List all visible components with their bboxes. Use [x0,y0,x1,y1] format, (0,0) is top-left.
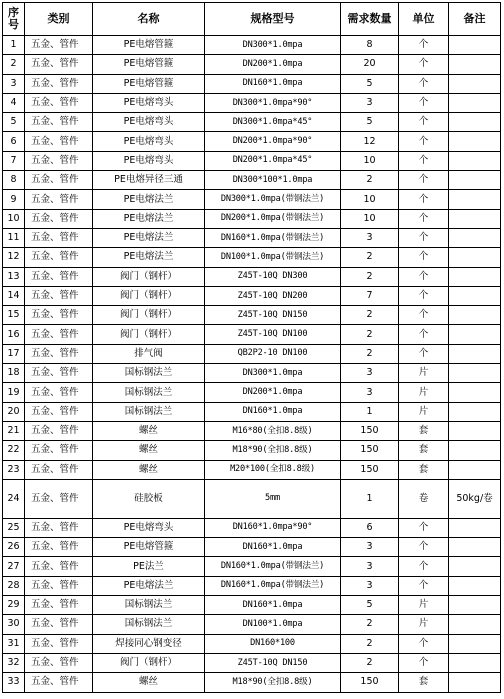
cell-seq: 31 [3,634,25,653]
cell-remark [449,557,501,576]
cell-remark [449,364,501,383]
cell-category: 五金、管件 [25,209,93,228]
cell-seq: 27 [3,557,25,576]
cell-unit: 个 [399,36,449,55]
cell-seq: 17 [3,344,25,363]
cell-qty: 3 [341,538,399,557]
cell-spec: DN300*1.0mpa [205,36,341,55]
cell-qty: 150 [341,421,399,440]
cell-name: PE电熔法兰 [93,248,205,267]
cell-seq: 5 [3,113,25,132]
cell-seq: 21 [3,421,25,440]
cell-seq: 16 [3,325,25,344]
cell-qty: 2 [341,653,399,672]
header-remark: 备注 [449,3,501,36]
table-row [3,36,501,55]
cell-spec: Z45T-10Q DN150 [205,306,341,325]
materials-table [2,2,501,693]
cell-seq: 25 [3,518,25,537]
cell-name: 螺丝 [93,441,205,460]
cell-category: 五金、管件 [25,55,93,74]
cell-qty: 3 [341,383,399,402]
cell-qty: 10 [341,190,399,209]
table-row [3,74,501,93]
cell-qty: 2 [341,248,399,267]
cell-name: PE电熔法兰 [93,209,205,228]
cell-seq: 1 [3,36,25,55]
cell-spec: DN200*1.0mpa(带钢法兰) [205,209,341,228]
cell-category: 五金、管件 [25,615,93,634]
cell-category: 五金、管件 [25,190,93,209]
cell-remark [449,151,501,170]
cell-unit: 套 [399,460,449,479]
cell-remark [449,441,501,460]
cell-name: PE电熔法兰 [93,190,205,209]
cell-name: PE电熔管箍 [93,74,205,93]
cell-spec: DN300*1.0mpa [205,364,341,383]
cell-qty: 2 [341,634,399,653]
cell-remark [449,673,501,692]
cell-unit: 个 [399,267,449,286]
cell-qty: 1 [341,479,399,518]
table-row [3,576,501,595]
cell-seq: 15 [3,306,25,325]
cell-spec: QB2P2-10 DN100 [205,344,341,363]
cell-remark [449,402,501,421]
cell-qty: 2 [341,325,399,344]
table-row [3,441,501,460]
cell-name: 阀门（钢杆） [93,286,205,305]
cell-category: 五金、管件 [25,673,93,692]
cell-unit: 套 [399,673,449,692]
table-row [3,209,501,228]
cell-spec: DN160*1.0mpa(带钢法兰) [205,576,341,595]
cell-qty: 10 [341,151,399,170]
cell-qty: 2 [341,171,399,190]
cell-unit: 个 [399,171,449,190]
cell-remark [449,93,501,112]
cell-unit: 个 [399,93,449,112]
cell-name: 国标钢法兰 [93,383,205,402]
cell-remark [449,421,501,440]
cell-seq: 9 [3,190,25,209]
cell-name: 阀门（钢杆） [93,325,205,344]
cell-remark [449,171,501,190]
cell-remark [449,325,501,344]
cell-qty: 150 [341,460,399,479]
cell-spec: DN160*100 [205,634,341,653]
table-row [3,673,501,692]
cell-seq: 4 [3,93,25,112]
cell-category: 五金、管件 [25,74,93,93]
cell-qty: 2 [341,306,399,325]
cell-spec: Z45T-10Q DN300 [205,267,341,286]
cell-spec: DN160*1.0mpa [205,74,341,93]
cell-qty: 3 [341,557,399,576]
cell-spec: DN160*1.0mpa(带钢法兰) [205,557,341,576]
cell-category: 五金、管件 [25,171,93,190]
cell-category: 五金、管件 [25,518,93,537]
cell-unit: 个 [399,74,449,93]
cell-spec: M18*90(全扣8.8级) [205,441,341,460]
table-row [3,151,501,170]
cell-category: 五金、管件 [25,479,93,518]
cell-seq: 8 [3,171,25,190]
cell-unit: 套 [399,421,449,440]
cell-name: PE电熔异径三通 [93,171,205,190]
header-unit: 单位 [399,3,449,36]
cell-spec: DN160*1.0mpa [205,596,341,615]
cell-name: 国标钢法兰 [93,615,205,634]
table-row [3,615,501,634]
cell-seq: 12 [3,248,25,267]
cell-seq: 2 [3,55,25,74]
cell-remark [449,228,501,247]
header-qty: 需求数量 [341,3,399,36]
cell-spec: M16*80(全扣8.8级) [205,421,341,440]
cell-seq: 11 [3,228,25,247]
cell-category: 五金、管件 [25,576,93,595]
table-row [3,286,501,305]
cell-seq: 30 [3,615,25,634]
header-spec: 规格型号 [205,3,341,36]
cell-seq: 24 [3,479,25,518]
cell-unit: 片 [399,615,449,634]
cell-spec: DN200*1.0mpa [205,383,341,402]
table-row [3,55,501,74]
table-row [3,344,501,363]
cell-remark [449,460,501,479]
cell-unit: 个 [399,518,449,537]
header-category: 类别 [25,3,93,36]
table-row [3,634,501,653]
cell-category: 五金、管件 [25,344,93,363]
table-row [3,364,501,383]
cell-name: 硅胶板 [93,479,205,518]
cell-name: PE电熔弯头 [93,132,205,151]
cell-category: 五金、管件 [25,596,93,615]
cell-name: PE电熔法兰 [93,228,205,247]
cell-name: PE电熔弯头 [93,518,205,537]
cell-category: 五金、管件 [25,557,93,576]
cell-unit: 个 [399,113,449,132]
cell-qty: 2 [341,267,399,286]
cell-name: 螺丝 [93,421,205,440]
table-row [3,518,501,537]
cell-unit: 个 [399,286,449,305]
cell-spec: 5mm [205,479,341,518]
cell-unit: 个 [399,344,449,363]
cell-spec: DN200*1.0mpa*90° [205,132,341,151]
cell-unit: 个 [399,653,449,672]
cell-unit: 片 [399,596,449,615]
cell-name: 阀门（钢杆） [93,267,205,286]
cell-name: PE电熔管箍 [93,538,205,557]
cell-category: 五金、管件 [25,402,93,421]
cell-seq: 22 [3,441,25,460]
cell-qty: 6 [341,518,399,537]
cell-unit: 个 [399,228,449,247]
cell-category: 五金、管件 [25,634,93,653]
cell-category: 五金、管件 [25,306,93,325]
cell-category: 五金、管件 [25,93,93,112]
cell-unit: 个 [399,634,449,653]
cell-qty: 10 [341,209,399,228]
cell-spec: DN300*100*1.0mpa [205,171,341,190]
cell-unit: 个 [399,557,449,576]
cell-spec: Z45T-10Q DN150 [205,653,341,672]
cell-seq: 3 [3,74,25,93]
cell-remark [449,538,501,557]
cell-category: 五金、管件 [25,228,93,247]
cell-remark [449,596,501,615]
cell-name: PE电熔管箍 [93,55,205,74]
cell-remark [449,209,501,228]
cell-unit: 套 [399,441,449,460]
cell-name: 螺丝 [93,460,205,479]
cell-name: 国标钢法兰 [93,364,205,383]
cell-seq: 23 [3,460,25,479]
cell-seq: 19 [3,383,25,402]
cell-remark [449,653,501,672]
cell-spec: DN160*1.0mpa*90° [205,518,341,537]
cell-category: 五金、管件 [25,383,93,402]
cell-qty: 5 [341,113,399,132]
table-row [3,93,501,112]
cell-name: 阀门（钢杆） [93,306,205,325]
cell-unit: 个 [399,151,449,170]
cell-name: 国标钢法兰 [93,402,205,421]
cell-seq: 13 [3,267,25,286]
cell-unit: 个 [399,576,449,595]
table-row [3,171,501,190]
cell-remark [449,518,501,537]
cell-qty: 3 [341,576,399,595]
cell-name: PE法兰 [93,557,205,576]
cell-qty: 1 [341,402,399,421]
cell-spec: M20*100(全扣8.8级) [205,460,341,479]
cell-name: PE电熔弯头 [93,113,205,132]
cell-unit: 个 [399,325,449,344]
header-seq: 序号 [3,3,25,36]
cell-remark [449,113,501,132]
cell-qty: 3 [341,364,399,383]
table-row [3,113,501,132]
cell-unit: 卷 [399,479,449,518]
table-header-row [3,3,501,36]
cell-name: 螺丝 [93,673,205,692]
cell-category: 五金、管件 [25,267,93,286]
cell-seq: 28 [3,576,25,595]
cell-seq: 6 [3,132,25,151]
cell-seq: 26 [3,538,25,557]
cell-spec: DN300*1.0mpa(带钢法兰) [205,190,341,209]
table-row [3,421,501,440]
cell-qty: 3 [341,228,399,247]
cell-category: 五金、管件 [25,151,93,170]
cell-qty: 2 [341,615,399,634]
cell-category: 五金、管件 [25,441,93,460]
cell-seq: 32 [3,653,25,672]
cell-name: 阀门（钢杆） [93,653,205,672]
cell-category: 五金、管件 [25,325,93,344]
cell-qty: 7 [341,286,399,305]
cell-unit: 片 [399,364,449,383]
cell-seq: 10 [3,209,25,228]
cell-seq: 29 [3,596,25,615]
cell-spec: DN200*1.0mpa*45° [205,151,341,170]
cell-seq: 33 [3,673,25,692]
cell-name: 焊接同心钢变径 [93,634,205,653]
cell-qty: 2 [341,344,399,363]
table-row [3,132,501,151]
cell-spec: Z45T-10Q DN100 [205,325,341,344]
cell-category: 五金、管件 [25,460,93,479]
cell-remark [449,267,501,286]
cell-spec: DN100*1.0mpa [205,615,341,634]
cell-remark [449,286,501,305]
cell-remark [449,74,501,93]
cell-unit: 个 [399,538,449,557]
cell-spec: M18*90(全扣8.8级) [205,673,341,692]
table-row [3,557,501,576]
table-row [3,267,501,286]
table-row [3,306,501,325]
table-row [3,190,501,209]
cell-unit: 个 [399,248,449,267]
cell-qty: 5 [341,596,399,615]
cell-qty: 12 [341,132,399,151]
cell-remark [449,344,501,363]
cell-spec: DN160*1.0mpa [205,538,341,557]
cell-category: 五金、管件 [25,364,93,383]
cell-qty: 5 [341,74,399,93]
cell-qty: 3 [341,93,399,112]
cell-name: 国标钢法兰 [93,596,205,615]
cell-unit: 个 [399,132,449,151]
cell-spec: DN160*1.0mpa(带钢法兰) [205,228,341,247]
cell-remark [449,36,501,55]
cell-qty: 150 [341,441,399,460]
cell-qty: 8 [341,36,399,55]
cell-seq: 14 [3,286,25,305]
cell-category: 五金、管件 [25,653,93,672]
cell-remark [449,55,501,74]
table-row [3,228,501,247]
cell-remark [449,615,501,634]
table-row [3,325,501,344]
table-row [3,538,501,557]
cell-name: PE电熔管箍 [93,36,205,55]
table-row [3,596,501,615]
cell-spec: DN200*1.0mpa [205,55,341,74]
table-row [3,402,501,421]
cell-spec: DN100*1.0mpa(带钢法兰) [205,248,341,267]
table-body [3,36,501,693]
cell-category: 五金、管件 [25,132,93,151]
cell-remark [449,576,501,595]
cell-qty: 20 [341,55,399,74]
cell-category: 五金、管件 [25,286,93,305]
cell-category: 五金、管件 [25,248,93,267]
table-row [3,653,501,672]
cell-name: PE电熔法兰 [93,576,205,595]
table-row [3,479,501,518]
cell-unit: 个 [399,306,449,325]
cell-category: 五金、管件 [25,113,93,132]
cell-remark [449,190,501,209]
cell-category: 五金、管件 [25,36,93,55]
cell-spec: DN160*1.0mpa [205,402,341,421]
cell-remark [449,634,501,653]
cell-remark [449,306,501,325]
cell-remark [449,383,501,402]
cell-spec: Z45T-10Q DN200 [205,286,341,305]
cell-remark [449,132,501,151]
cell-remark: 50kg/卷 [449,479,501,518]
cell-spec: DN300*1.0mpa*45° [205,113,341,132]
cell-name: PE电熔弯头 [93,93,205,112]
table-row [3,383,501,402]
cell-unit: 个 [399,190,449,209]
cell-seq: 20 [3,402,25,421]
cell-category: 五金、管件 [25,538,93,557]
header-name: 名称 [93,3,205,36]
cell-unit: 个 [399,55,449,74]
cell-unit: 片 [399,402,449,421]
cell-qty: 150 [341,673,399,692]
table-row [3,248,501,267]
cell-unit: 个 [399,209,449,228]
cell-seq: 18 [3,364,25,383]
cell-name: PE电熔弯头 [93,151,205,170]
cell-name: 排气阀 [93,344,205,363]
cell-seq: 7 [3,151,25,170]
cell-unit: 片 [399,383,449,402]
cell-remark [449,248,501,267]
cell-spec: DN300*1.0mpa*90° [205,93,341,112]
table-row [3,460,501,479]
cell-category: 五金、管件 [25,421,93,440]
